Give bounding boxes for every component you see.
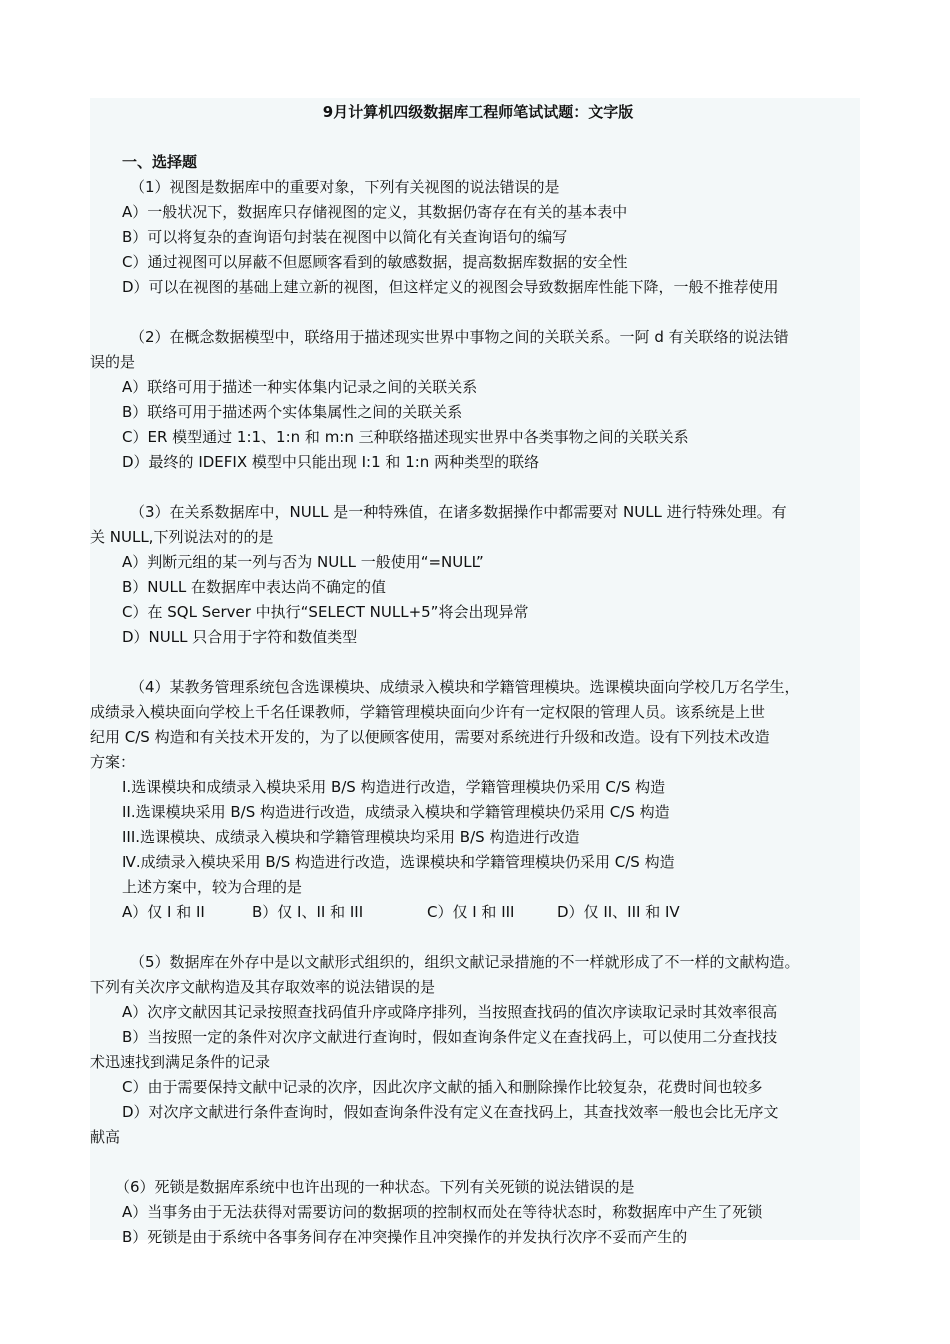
q3-option-d: D）NULL 只合用于字符和数值类型 xyxy=(122,628,358,646)
q4-stem-line3: 纪用 C/S 构造和有关技术开发的，为了以便顾客使用，需要对系统进行升级和改造。设有下列技术改造 xyxy=(90,728,770,746)
q2-option-d: D）最终的 IDEFIX 模型中只能出现 I:1 和 1:n 两种类型的联络 xyxy=(122,453,540,471)
q4-stem-line1: （4）某教务管理系统包含选课模块、成绩录入模块和学籍管理模块。选课模块面向学校几万名学生， xyxy=(130,678,800,696)
q4-plan-4: Ⅳ.成绩录入模块采用 B/S 构造进行改造，选课模块和学籍管理模块仍采用 C/S 构造 xyxy=(122,853,675,871)
q4-answer-row xyxy=(90,900,866,925)
q4-plan-1: I.选课模块和成绩录入模块采用 B/S 构造进行改造，学籍管理模块仍采用 C/S 构造 xyxy=(122,778,666,796)
q5-option-c: C）由于需要保持文献中记录的次序，因此次序文献的插入和删除操作比较复杂，花费时间也较多 xyxy=(122,1078,763,1096)
document-title: 9月计算机四级数据库工程师笔试试题：文字版 xyxy=(322,103,634,121)
spacer xyxy=(90,1150,866,1175)
spacer xyxy=(90,650,866,675)
q5-stem-line1: （5）数据库在外存中是以文献形式组织的，组织文献记录措施的不一样就形成了不一样的文献构造。 xyxy=(130,953,800,971)
q1-option-a: A）一般状况下，数据库只存储视图的定义，其数据仍寄存在有关的基本表中 xyxy=(122,203,628,221)
q2-stem-line2: 误的是 xyxy=(90,353,136,371)
q2-stem-line1: （2）在概念数据模型中，联络用于描述现实世界中事物之间的关联关系。一阿 d 有关联络的说法错 xyxy=(130,328,789,346)
spacer xyxy=(90,925,866,950)
q5-option-d-line2: 献高 xyxy=(90,1128,121,1146)
spacer xyxy=(90,475,866,500)
section-heading: 一、选择题 xyxy=(122,153,198,171)
q1-option-d: D）可以在视图的基础上建立新的视图，但这样定义的视图会导致数据库性能下降，一般不推荐使用 xyxy=(122,278,779,296)
q6-stem: （6）死锁是数据库系统中也许出现的一种状态。下列有关死锁的说法错误的是 xyxy=(115,1178,635,1196)
q3-option-a: A）判断元组的某一列与否为 NULL 一般使用“=NULL” xyxy=(122,553,484,571)
q6-option-b: B）死锁是由于系统中各事务间存在冲突操作且冲突操作的并发执行次序不妥而产生的 xyxy=(122,1228,688,1246)
q2-option-c: C）ER 模型通过 1:1、1:n 和 m:n 三种联络描述现实世界中各类事物之间的关联关系 xyxy=(122,428,689,446)
q4-plan-2: II.选课模块采用 B/S 构造进行改造，成绩录入模块和学籍管理模块仍采用 C/S 构造 xyxy=(122,803,670,821)
q4-option-b: B）仅 I、II 和 III xyxy=(252,903,364,921)
q6-option-a: A）当事务由于无法获得对需要访问的数据项的控制权而处在等待状态时，称数据库中产生了死锁 xyxy=(122,1203,763,1221)
q5-option-b-line2: 术迅速找到满足条件的记录 xyxy=(90,1053,271,1071)
q3-option-c: C）在 SQL Server 中执行“SELECT NULL+5”将会出现异常 xyxy=(122,603,529,621)
q5-option-a: A）次序文献因其记录按照查找码值升序或降序排列，当按照查找码的值次序读取记录时其效率很高 xyxy=(122,1003,778,1021)
q4-plan-3: III.选课模块、成绩录入模块和学籍管理模块均采用 B/S 构造进行改造 xyxy=(122,828,580,846)
q4-question: 上述方案中，较为合理的是 xyxy=(122,878,303,896)
q5-option-b-line1: B）当按照一定的条件对次序文献进行查询时，假如查询条件定义在查找码上，可以使用二分查找技 xyxy=(122,1028,778,1046)
q1-option-c: C）通过视图可以屏蔽不但愿顾客看到的敏感数据，提高数据库数据的安全性 xyxy=(122,253,628,271)
q3-stem-line1: （3）在关系数据库中，NULL 是一种特殊值，在诸多数据操作中都需要对 NULL 进行特殊处理。有 xyxy=(130,503,787,521)
q5-option-d-line1: D）对次序文献进行条件查询时，假如查询条件没有定义在查找码上，其查找效率一般也会比无序文 xyxy=(122,1103,779,1121)
spacer xyxy=(90,300,866,325)
q5-stem-line2: 下列有关次序文献构造及其存取效率的说法错误的是 xyxy=(90,978,436,996)
q2-option-b: B）联络可用于描述两个实体集属性之间的关联关系 xyxy=(122,403,463,421)
q3-option-b: B）NULL 在数据库中表达尚不确定的值 xyxy=(122,578,386,596)
q4-option-c: C）仅 I 和 III xyxy=(427,903,515,921)
q1-option-b: B）可以将复杂的查询语句封装在视图中以简化有关查询语句的编写 xyxy=(122,228,568,246)
q4-option-d: D）仅 II、III 和 IV xyxy=(557,903,680,921)
q4-stem-line2: 成绩录入模块面向学校上千名任课教师，学籍管理模块面向少许有一定权限的管理人员。该系统是上世 xyxy=(90,703,766,721)
document-body xyxy=(90,100,866,1250)
q1-stem: （1）视图是数据库中的重要对象，下列有关视图的说法错误的是 xyxy=(130,178,560,196)
q3-stem-line2: 关 NULL,下列说法对的的是 xyxy=(90,528,274,546)
q4-option-a: A）仅 I 和 II xyxy=(122,903,205,921)
spacer xyxy=(90,125,866,150)
q2-option-a: A）联络可用于描述一种实体集内记录之间的关联关系 xyxy=(122,378,478,396)
q4-stem-line4: 方案： xyxy=(90,753,136,771)
